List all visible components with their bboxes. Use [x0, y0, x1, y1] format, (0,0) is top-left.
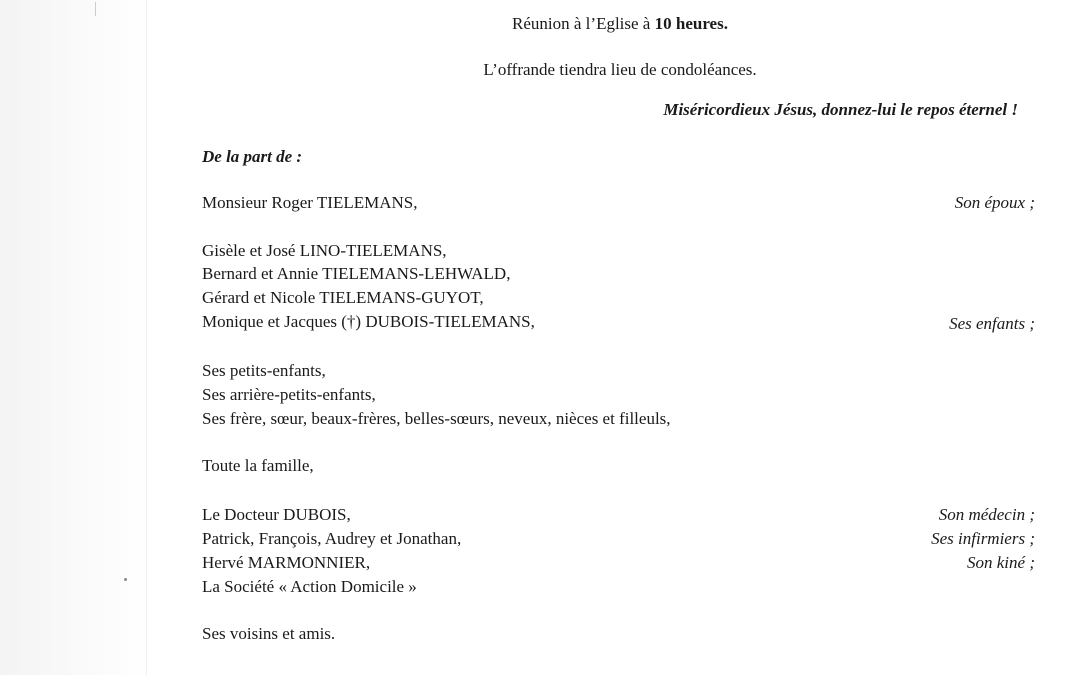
- children-role: Ses enfants ;: [949, 314, 1035, 333]
- friends-line: Ses voisins et amis.: [202, 624, 336, 643]
- scan-edge: [146, 0, 147, 675]
- scan-speck: [124, 578, 127, 581]
- husband-role: Son époux ;: [954, 193, 1035, 212]
- scan-shadow: [0, 0, 150, 675]
- extended-line: Ses petits-enfants,: [202, 361, 326, 380]
- extended-line: Ses arrière-petits-enfants,: [202, 385, 376, 404]
- child-line: Gisèle et José LINO-TIELEMANS,: [202, 241, 447, 260]
- care-role: Son kiné ;: [967, 553, 1035, 572]
- prayer-line: Miséricordieux Jésus, donnez-lui le repos éternel !: [663, 100, 1018, 119]
- care-role: Ses infirmiers ;: [931, 529, 1035, 548]
- care-role: Son médecin ;: [938, 505, 1035, 524]
- offering-line: L’offrande tiendra lieu de condoléances.: [483, 60, 757, 79]
- child-line: Monique et Jacques (†) DUBOIS-TIELEMANS,: [202, 312, 535, 331]
- care-line: Hervé MARMONNIER,: [202, 553, 371, 572]
- care-line: Le Docteur DUBOIS,: [202, 505, 351, 524]
- child-line: Gérard et Nicole TIELEMANS-GUYOT,: [202, 288, 484, 307]
- care-line: Patrick, François, Audrey et Jonathan,: [202, 529, 462, 548]
- care-line: La Société « Action Domicile »: [202, 577, 417, 596]
- extended-line: Ses frère, sœur, beaux-frères, belles-sœurs, neveux, nièces et filleuls,: [202, 409, 671, 428]
- husband-name: Monsieur Roger TIELEMANS,: [202, 193, 418, 212]
- child-line: Bernard et Annie TIELEMANS-LEHWALD,: [202, 264, 511, 283]
- meeting-prefix: Réunion à l’Eglise à: [512, 14, 655, 33]
- family-line: Toute la famille,: [202, 456, 314, 475]
- meeting-line: [0, 14, 1080, 34]
- from-label: De la part de :: [202, 147, 303, 166]
- meeting-time: 10 heures.: [654, 14, 728, 33]
